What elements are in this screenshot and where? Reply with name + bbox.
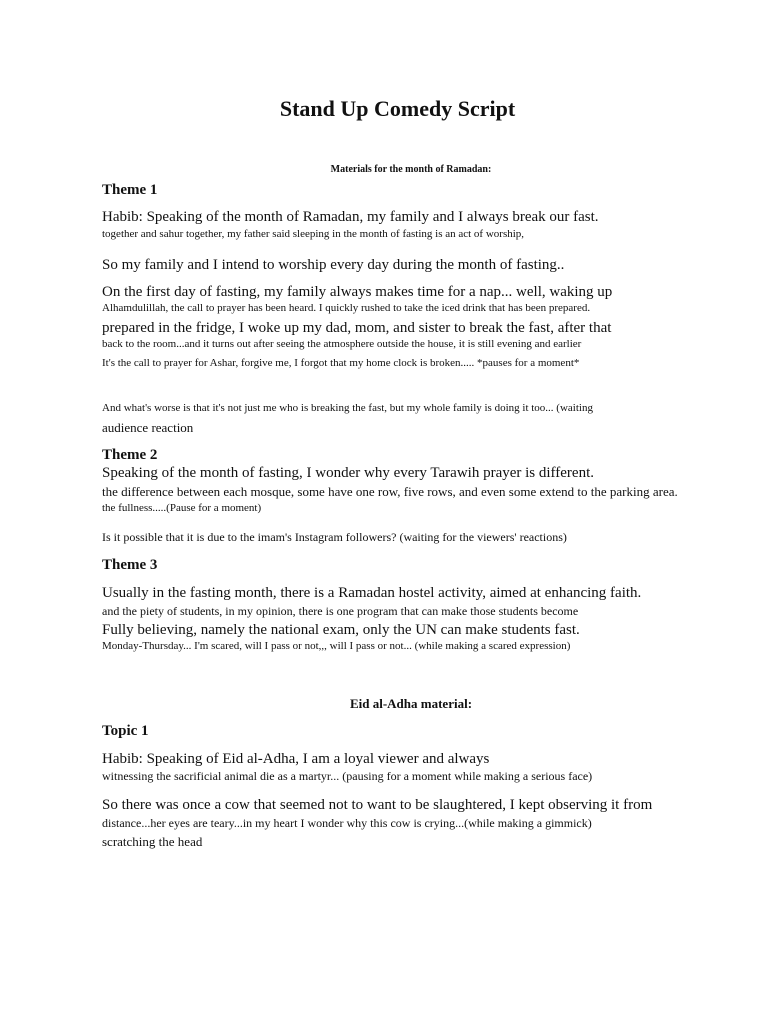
theme-1-line: back to the room...and it turns out after seeing the atmosphere outside the house, it is still evening and earlier [102, 338, 582, 350]
theme-3-line: Monday-Thursday... I'm scared, will I pass or not,,, will I pass or not... (while making a scared expression) [102, 640, 571, 652]
eid-section-header: Eid al-Adha material: [349, 696, 473, 711]
topic-1-line: Habib: Speaking of Eid al-Adha, I am a loyal viewer and always [102, 751, 490, 767]
theme-1-line: On the first day of fasting, my family always makes time for a nap... well, waking up [102, 284, 613, 300]
topic-1-line: So there was once a cow that seemed not to want to be slaughtered, I kept observing it from [102, 797, 653, 813]
theme-3-line: Fully believing, namely the national exam, only the UN can make students fast. [102, 622, 580, 638]
topic-1-line: distance...her eyes are teary...in my heart I wonder why this cow is crying...(while making a gimmick) [102, 816, 592, 830]
theme-2-line: the fullness.....(Pause for a moment) [102, 502, 262, 514]
theme-3-heading: Theme 3 [102, 557, 158, 573]
theme-1-heading: Theme 1 [102, 182, 158, 198]
theme-1-line: So my family and I intend to worship every day during the month of fasting.. [102, 257, 565, 273]
theme-1-line: And what's worse is that it's not just me who is breaking the fast, but my whole family is doing it too... (waiting [102, 402, 593, 414]
theme-1-line: audience reaction [102, 420, 194, 435]
theme-1-line: Habib: Speaking of the month of Ramadan, my family and I always break our fast. [102, 209, 599, 225]
topic-1-heading: Topic 1 [102, 723, 149, 739]
theme-2-line: Speaking of the month of fasting, I wonder why every Tarawih prayer is different. [102, 465, 595, 481]
topic-1-line: scratching the head [102, 834, 203, 849]
theme-2-heading: Theme 2 [102, 447, 158, 463]
theme-1-line: It's the call to prayer for Ashar, forgive me, I forgot that my home clock is broken..... *pauses for a moment* [102, 357, 580, 369]
theme-1-line: prepared in the fridge, I woke up my dad, mom, and sister to break the fast, after that [102, 320, 612, 336]
theme-3-line: and the piety of students, in my opinion, there is one program that can make those students become [102, 604, 579, 618]
theme-3-line: Usually in the fasting month, there is a Ramadan hostel activity, aimed at enhancing faith. [102, 585, 642, 601]
ramadan-section-header: Materials for the month of Ramadan: [330, 164, 492, 175]
page-title: Stand Up Comedy Script [279, 96, 516, 121]
theme-2-line: the difference between each mosque, some have one row, five rows, and even some extend to the parking area. [102, 484, 678, 499]
topic-1-line: witnessing the sacrificial animal die as a martyr... (pausing for a moment while making a serious face) [102, 769, 593, 783]
theme-1-line: Alhamdulillah, the call to prayer has been heard. I quickly rushed to take the iced drink that has been prepared. [102, 302, 591, 314]
theme-1-line: together and sahur together, my father said sleeping in the month of fasting is an act of worship, [102, 228, 525, 240]
theme-2-line: Is it possible that it is due to the imam's Instagram followers? (waiting for the viewers' reactions) [102, 530, 567, 544]
